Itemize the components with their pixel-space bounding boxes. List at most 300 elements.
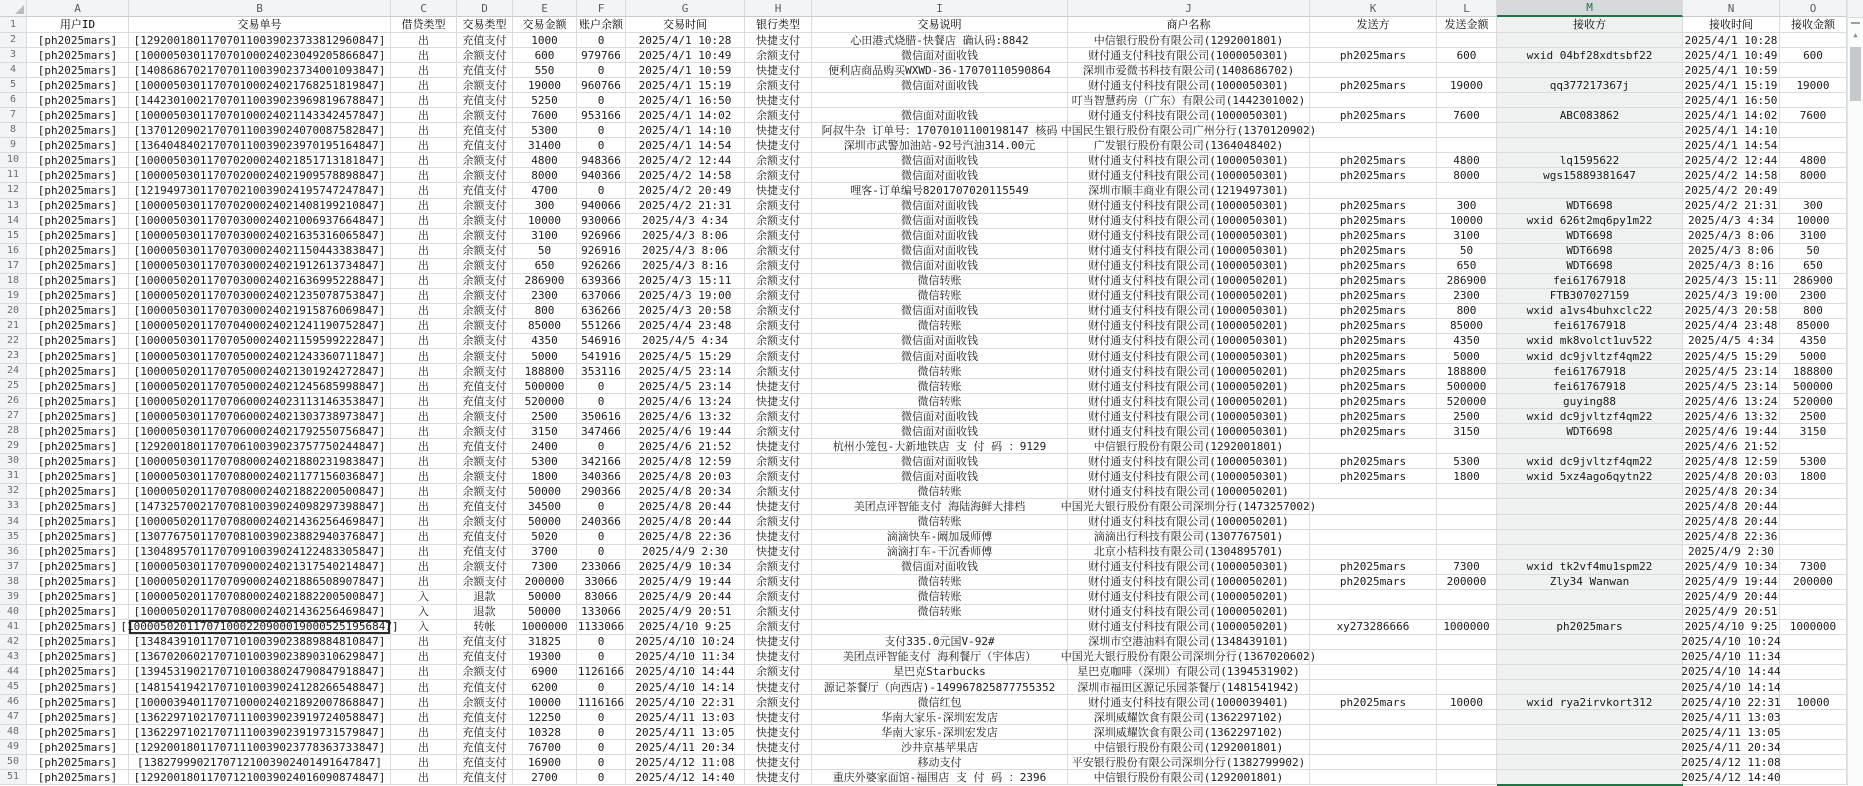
- cell-F11[interactable]: 940366: [577, 168, 626, 183]
- cell-A45[interactable]: [ph2025mars]: [27, 680, 129, 695]
- cell-O15[interactable]: 3100: [1780, 229, 1847, 244]
- cell-M29[interactable]: [1497, 439, 1683, 454]
- cell-M12[interactable]: [1497, 183, 1683, 198]
- cell-L17[interactable]: 650: [1437, 259, 1497, 274]
- cell-N31[interactable]: 2025/4/8 20:03: [1683, 469, 1780, 484]
- cell-C11[interactable]: 出: [391, 168, 457, 183]
- cell-M26[interactable]: guying88: [1497, 394, 1683, 409]
- cell-F14[interactable]: 930066: [577, 214, 626, 229]
- cell-L48[interactable]: [1437, 725, 1497, 740]
- cell-I36[interactable]: 滴滴打车-干沉香师傅: [812, 545, 1068, 560]
- cell-G12[interactable]: 2025/4/2 20:49: [626, 183, 745, 198]
- cell-I20[interactable]: 微信面对面收钱: [812, 304, 1068, 319]
- select-all-corner[interactable]: [0, 0, 27, 17]
- column-header-L[interactable]: L: [1437, 0, 1497, 17]
- cell-L14[interactable]: 10000: [1437, 214, 1497, 229]
- cell-B49[interactable]: [129200180117071110039023778363733847]: [129, 740, 391, 755]
- cell-G14[interactable]: 2025/4/3 4:34: [626, 214, 745, 229]
- cell-I42[interactable]: 支付335.0元国V-92#: [812, 635, 1068, 650]
- cell-B41[interactable]: [1000050201170710002209000190005251956847]: [120, 620, 399, 634]
- cell-O27[interactable]: 2500: [1780, 409, 1847, 424]
- cell-N38[interactable]: 2025/4/9 19:44: [1683, 575, 1780, 590]
- cell-M14[interactable]: wxid 626t2mq6py1m22: [1497, 214, 1683, 229]
- cell-J31[interactable]: 财付通支付科技有限公司(1000050301): [1068, 469, 1310, 484]
- cell-K51[interactable]: [1310, 770, 1437, 785]
- cell-G8[interactable]: 2025/4/1 14:10: [626, 123, 745, 138]
- cell-K50[interactable]: [1310, 755, 1437, 770]
- cell-E51[interactable]: 2700: [513, 770, 577, 785]
- column-header-G[interactable]: G: [626, 0, 745, 17]
- cell-M44[interactable]: [1497, 665, 1683, 680]
- cell-C44[interactable]: 出: [391, 665, 457, 680]
- cell-G23[interactable]: 2025/4/5 15:29: [626, 349, 745, 364]
- cell-N41[interactable]: 2025/4/10 9:25: [1683, 620, 1780, 635]
- cell-F45[interactable]: 0: [577, 680, 626, 695]
- cell-F10[interactable]: 948366: [577, 153, 626, 168]
- cell-F48[interactable]: 0: [577, 725, 626, 740]
- cell-H48[interactable]: 快捷支付: [745, 725, 812, 740]
- cell-M8[interactable]: [1497, 123, 1683, 138]
- cell-A31[interactable]: [ph2025mars]: [27, 469, 129, 484]
- row-number-27[interactable]: 27: [0, 409, 27, 424]
- cell-A13[interactable]: [ph2025mars]: [27, 199, 129, 214]
- cell-A38[interactable]: [ph2025mars]: [27, 575, 129, 590]
- cell-J34[interactable]: 财付通支付科技有限公司(1000050201): [1068, 515, 1310, 530]
- cell-H26[interactable]: 快捷支付: [745, 394, 812, 409]
- row-number-46[interactable]: 46: [0, 695, 27, 710]
- cell-E33[interactable]: 34500: [513, 499, 577, 514]
- cell-M10[interactable]: lq1595622: [1497, 153, 1683, 168]
- cell-H32[interactable]: 余额支付: [745, 484, 812, 499]
- cell-F42[interactable]: 0: [577, 635, 626, 650]
- cell-N8[interactable]: 2025/4/1 14:10: [1683, 123, 1780, 138]
- cell-D8[interactable]: 充值支付: [457, 123, 513, 138]
- cell-D6[interactable]: 充值支付: [457, 93, 513, 108]
- cell-K27[interactable]: ph2025mars: [1310, 409, 1437, 424]
- cell-A3[interactable]: [ph2025mars]: [27, 48, 129, 63]
- cell-K3[interactable]: ph2025mars: [1310, 48, 1437, 63]
- cell-C22[interactable]: 出: [391, 334, 457, 349]
- cell-D45[interactable]: 充值支付: [457, 680, 513, 695]
- cell-K46[interactable]: ph2025mars: [1310, 695, 1437, 710]
- cell-B30[interactable]: [100005030117070800024021880231983847]: [129, 454, 391, 469]
- cell-A24[interactable]: [ph2025mars]: [27, 364, 129, 379]
- cell-K15[interactable]: ph2025mars: [1310, 229, 1437, 244]
- cell-H50[interactable]: 快捷支付: [745, 755, 812, 770]
- cell-F35[interactable]: 0: [577, 530, 626, 545]
- row-number-17[interactable]: 17: [0, 259, 27, 274]
- row-number-39[interactable]: 39: [0, 590, 27, 605]
- cell-L26[interactable]: 520000: [1437, 394, 1497, 409]
- cell-A28[interactable]: [ph2025mars]: [27, 424, 129, 439]
- cell-N30[interactable]: 2025/4/8 12:59: [1683, 454, 1780, 469]
- cell-K29[interactable]: [1310, 439, 1437, 454]
- cell-G41[interactable]: 2025/4/10 9:25: [626, 620, 745, 635]
- cell-J8[interactable]: 中国民生银行股份有限公司广州分行(1370120902): [1060, 123, 1317, 137]
- cell-E34[interactable]: 50000: [513, 515, 577, 530]
- cell-N21[interactable]: 2025/4/4 23:48: [1683, 319, 1780, 334]
- cell-C26[interactable]: 出: [391, 394, 457, 409]
- cell-H21[interactable]: 余额支付: [745, 319, 812, 334]
- cell-K5[interactable]: ph2025mars: [1310, 78, 1437, 93]
- cell-I31[interactable]: 微信面对面收钱: [812, 469, 1068, 484]
- cell-E22[interactable]: 4350: [513, 334, 577, 349]
- cell-K8[interactable]: [1310, 123, 1437, 138]
- cell-M19[interactable]: FTB307027159: [1497, 289, 1683, 304]
- cell-J35[interactable]: 滴滴出行科技有限公司(1307767501): [1068, 530, 1310, 545]
- cell-I24[interactable]: 微信转账: [812, 364, 1068, 379]
- cell-C39[interactable]: 入: [391, 590, 457, 605]
- cell-O6[interactable]: [1780, 93, 1847, 108]
- cell-H36[interactable]: 快捷支付: [745, 545, 812, 560]
- cell-F49[interactable]: 0: [577, 740, 626, 755]
- header-cell-L1[interactable]: 发送金额: [1437, 17, 1497, 33]
- cell-C4[interactable]: 出: [391, 63, 457, 78]
- cell-D30[interactable]: 余额支付: [457, 454, 513, 469]
- cell-A17[interactable]: [ph2025mars]: [27, 259, 129, 274]
- cell-M18[interactable]: fei61767918: [1497, 274, 1683, 289]
- cell-F33[interactable]: 0: [577, 499, 626, 514]
- row-number-49[interactable]: 49: [0, 740, 27, 755]
- row-number-51[interactable]: 51: [0, 770, 27, 785]
- cell-A6[interactable]: [ph2025mars]: [27, 93, 129, 108]
- cell-C51[interactable]: 出: [391, 770, 457, 785]
- cell-M5[interactable]: qq377217367j: [1497, 78, 1683, 93]
- cell-K32[interactable]: [1310, 484, 1437, 499]
- cell-B31[interactable]: [100005030117070800024021177156036847]: [129, 469, 391, 484]
- cell-F50[interactable]: 0: [577, 755, 626, 770]
- cell-G34[interactable]: 2025/4/8 20:44: [626, 515, 745, 530]
- cell-N36[interactable]: 2025/4/9 2:30: [1683, 545, 1780, 560]
- cell-G21[interactable]: 2025/4/4 23:48: [626, 319, 745, 334]
- cell-D5[interactable]: 余额支付: [457, 78, 513, 93]
- cell-J37[interactable]: 财付通支付科技有限公司(1000050301): [1068, 560, 1310, 575]
- cell-J46[interactable]: 财付通支付科技有限公司(1000039401): [1068, 695, 1310, 710]
- cell-H23[interactable]: 余额支付: [745, 349, 812, 364]
- cell-F34[interactable]: 240366: [577, 515, 626, 530]
- cell-M27[interactable]: wxid dc9jvltzf4qm22: [1497, 409, 1683, 424]
- cell-O26[interactable]: 520000: [1780, 394, 1847, 409]
- cell-L44[interactable]: [1437, 665, 1497, 680]
- cell-M16[interactable]: WDT6698: [1497, 244, 1683, 259]
- cell-E42[interactable]: 31825: [513, 635, 577, 650]
- cell-J28[interactable]: 财付通支付科技有限公司(1000050301): [1068, 424, 1310, 439]
- row-number-22[interactable]: 22: [0, 334, 27, 349]
- cell-C19[interactable]: 出: [391, 289, 457, 304]
- header-cell-I1[interactable]: 交易说明: [812, 17, 1068, 33]
- cell-I33[interactable]: 美团点评智能支付 海陆海鲜大排档: [812, 499, 1068, 514]
- cell-N16[interactable]: 2025/4/3 8:06: [1683, 244, 1780, 259]
- cell-H41[interactable]: 余额支付: [745, 620, 812, 635]
- row-number-44[interactable]: 44: [0, 665, 27, 680]
- cell-J9[interactable]: 广发银行股份有限公司(1364048402): [1068, 138, 1310, 153]
- cell-L41[interactable]: 1000000: [1437, 620, 1497, 635]
- cell-G19[interactable]: 2025/4/3 19:00: [626, 289, 745, 304]
- cell-H38[interactable]: 余额支付: [745, 575, 812, 590]
- cell-N27[interactable]: 2025/4/6 13:32: [1683, 409, 1780, 424]
- cell-B6[interactable]: [144230100217070110039023969819678847]: [129, 93, 391, 108]
- cell-F31[interactable]: 340366: [577, 469, 626, 484]
- row-number-25[interactable]: 25: [0, 379, 27, 394]
- cell-J40[interactable]: 财付通支付科技有限公司(1000050201): [1068, 605, 1310, 620]
- cell-H8[interactable]: 快捷支付: [745, 123, 812, 138]
- cell-B34[interactable]: [100005020117070800024021436256469847]: [129, 515, 391, 530]
- cell-C42[interactable]: 出: [391, 635, 457, 650]
- cell-C47[interactable]: 出: [391, 710, 457, 725]
- cell-J27[interactable]: 财付通支付科技有限公司(1000050301): [1068, 409, 1310, 424]
- cell-G40[interactable]: 2025/4/9 20:51: [626, 605, 745, 620]
- header-cell-K1[interactable]: 发送方: [1310, 17, 1437, 33]
- row-number-35[interactable]: 35: [0, 530, 27, 545]
- cell-F17[interactable]: 926266: [577, 259, 626, 274]
- cell-K2[interactable]: [1310, 33, 1437, 48]
- cell-N14[interactable]: 2025/4/3 4:34: [1683, 214, 1780, 229]
- row-number-19[interactable]: 19: [0, 289, 27, 304]
- cell-M34[interactable]: [1497, 515, 1683, 530]
- cell-O29[interactable]: [1780, 439, 1847, 454]
- cell-B23[interactable]: [100005030117070500024021243360711847]: [129, 349, 391, 364]
- cell-I12[interactable]: 哩客-订单编号8201707020115549: [812, 183, 1068, 198]
- cell-I34[interactable]: 微信转账: [812, 515, 1068, 530]
- cell-D51[interactable]: 充值支付: [457, 770, 513, 785]
- cell-I7[interactable]: 微信面对面收钱: [812, 108, 1068, 123]
- cell-N11[interactable]: 2025/4/2 14:58: [1683, 168, 1780, 183]
- cell-M7[interactable]: ABC083862: [1497, 108, 1683, 123]
- cell-G24[interactable]: 2025/4/5 23:14: [626, 364, 745, 379]
- column-header-K[interactable]: K: [1310, 0, 1437, 17]
- cell-H29[interactable]: 快捷支付: [745, 439, 812, 454]
- cell-H15[interactable]: 余额支付: [745, 229, 812, 244]
- cell-L4[interactable]: [1437, 63, 1497, 78]
- cell-I6[interactable]: [812, 93, 1068, 108]
- cell-I16[interactable]: 微信面对面收钱: [812, 244, 1068, 259]
- cell-F6[interactable]: 0: [577, 93, 626, 108]
- cell-F8[interactable]: 0: [577, 123, 626, 138]
- cell-G32[interactable]: 2025/4/8 20:34: [626, 484, 745, 499]
- cell-D19[interactable]: 余额支付: [457, 289, 513, 304]
- cell-K16[interactable]: ph2025mars: [1310, 244, 1437, 259]
- cell-K39[interactable]: [1310, 590, 1437, 605]
- cell-O39[interactable]: [1780, 590, 1847, 605]
- cell-M25[interactable]: fei61767918: [1497, 379, 1683, 394]
- cell-C21[interactable]: 出: [391, 319, 457, 334]
- cell-A10[interactable]: [ph2025mars]: [27, 153, 129, 168]
- cell-L19[interactable]: 2300: [1437, 289, 1497, 304]
- cell-O42[interactable]: [1780, 635, 1847, 650]
- cell-G13[interactable]: 2025/4/2 21:31: [626, 199, 745, 214]
- cell-K48[interactable]: [1310, 725, 1437, 740]
- row-number-20[interactable]: 20: [0, 304, 27, 319]
- cell-H30[interactable]: 余额支付: [745, 454, 812, 469]
- cell-L29[interactable]: [1437, 439, 1497, 454]
- row-number-28[interactable]: 28: [0, 424, 27, 439]
- row-number-32[interactable]: 32: [0, 484, 27, 499]
- cell-J33[interactable]: 中国光大银行股份有限公司深圳分行(1473257002): [1060, 499, 1317, 513]
- cell-H16[interactable]: 余额支付: [745, 244, 812, 259]
- cell-N34[interactable]: 2025/4/8 20:44: [1683, 515, 1780, 530]
- cell-E26[interactable]: 520000: [513, 394, 577, 409]
- cell-M15[interactable]: WDT6698: [1497, 229, 1683, 244]
- cell-N2[interactable]: 2025/4/1 10:28: [1683, 33, 1780, 48]
- cell-N33[interactable]: 2025/4/8 20:44: [1683, 499, 1780, 514]
- cell-K9[interactable]: [1310, 138, 1437, 153]
- cell-N5[interactable]: 2025/4/1 15:19: [1683, 78, 1780, 93]
- cell-K26[interactable]: ph2025mars: [1310, 394, 1437, 409]
- cell-E5[interactable]: 19000: [513, 78, 577, 93]
- cell-N23[interactable]: 2025/4/5 15:29: [1683, 349, 1780, 364]
- cell-M40[interactable]: [1497, 605, 1683, 620]
- cell-E36[interactable]: 3700: [513, 545, 577, 560]
- cell-F32[interactable]: 290366: [577, 484, 626, 499]
- cell-L32[interactable]: [1437, 484, 1497, 499]
- cell-D17[interactable]: 余额支付: [457, 259, 513, 274]
- row-number-42[interactable]: 42: [0, 635, 27, 650]
- cell-J49[interactable]: 中信银行股份有限公司(1292001801): [1068, 740, 1310, 755]
- cell-B35[interactable]: [130776750117070810039023882940376847]: [129, 530, 391, 545]
- cell-A2[interactable]: [ph2025mars]: [27, 33, 129, 48]
- cell-O4[interactable]: [1780, 63, 1847, 78]
- cell-I29[interactable]: 杭州小笼包-大新地铁店 支 付 码 ：9129: [812, 439, 1068, 454]
- row-number-4[interactable]: 4: [0, 63, 27, 78]
- row-number-34[interactable]: 34: [0, 515, 27, 530]
- cell-J50[interactable]: 平安银行股份有限公司深圳分行(1382799902): [1068, 755, 1310, 770]
- cell-B24[interactable]: [100005020117070500024021301924272847]: [129, 364, 391, 379]
- cell-K7[interactable]: ph2025mars: [1310, 108, 1437, 123]
- cell-A46[interactable]: [ph2025mars]: [27, 695, 129, 710]
- cell-F15[interactable]: 926966: [577, 229, 626, 244]
- cell-H13[interactable]: 余额支付: [745, 199, 812, 214]
- row-number-6[interactable]: 6: [0, 93, 27, 108]
- column-header-N[interactable]: N: [1683, 0, 1780, 17]
- cell-D46[interactable]: 余额支付: [457, 695, 513, 710]
- cell-O49[interactable]: [1780, 740, 1847, 755]
- cell-I51[interactable]: 重庆外婆家面馆-福围店 支 付 码 ：2396: [812, 770, 1068, 785]
- cell-B43[interactable]: [136702060217071010039023890310629847]: [129, 650, 391, 665]
- cell-C8[interactable]: 出: [391, 123, 457, 138]
- cell-O20[interactable]: 800: [1780, 304, 1847, 319]
- cell-O48[interactable]: [1780, 725, 1847, 740]
- cell-J17[interactable]: 财付通支付科技有限公司(1000050301): [1068, 259, 1310, 274]
- cell-K41[interactable]: xy273286666: [1310, 620, 1437, 635]
- cell-O10[interactable]: 4800: [1780, 153, 1847, 168]
- cell-M21[interactable]: fei61767918: [1497, 319, 1683, 334]
- cell-N25[interactable]: 2025/4/5 23:14: [1683, 379, 1780, 394]
- cell-L49[interactable]: [1437, 740, 1497, 755]
- cell-D44[interactable]: 余额支付: [457, 665, 513, 680]
- cell-H18[interactable]: 余额支付: [745, 274, 812, 289]
- cell-O24[interactable]: 188800: [1780, 364, 1847, 379]
- cell-M9[interactable]: [1497, 138, 1683, 153]
- cell-I15[interactable]: 微信面对面收钱: [812, 229, 1068, 244]
- cell-L22[interactable]: 4350: [1437, 334, 1497, 349]
- cell-B16[interactable]: [100005030117070300024021150443383847]: [129, 244, 391, 259]
- cell-E39[interactable]: 50000: [513, 590, 577, 605]
- cell-E35[interactable]: 5020: [513, 530, 577, 545]
- cell-B51[interactable]: [129200180117071210039024016090874847]: [129, 770, 391, 785]
- cell-I41[interactable]: [812, 620, 1068, 635]
- cell-A12[interactable]: [ph2025mars]: [27, 183, 129, 198]
- cell-A25[interactable]: [ph2025mars]: [27, 379, 129, 394]
- cell-I22[interactable]: 微信面对面收钱: [812, 334, 1068, 349]
- cell-F27[interactable]: 350616: [577, 409, 626, 424]
- cell-G6[interactable]: 2025/4/1 16:50: [626, 93, 745, 108]
- cell-B46[interactable]: [100003940117071000024021892007868847]: [129, 695, 391, 710]
- cell-C46[interactable]: 出: [391, 695, 457, 710]
- cell-B25[interactable]: [100005020117070500024021245685998847]: [129, 379, 391, 394]
- row-number-47[interactable]: 47: [0, 710, 27, 725]
- column-header-E[interactable]: E: [513, 0, 577, 17]
- cell-L46[interactable]: 10000: [1437, 695, 1497, 710]
- cell-F19[interactable]: 637066: [577, 289, 626, 304]
- cell-L45[interactable]: [1437, 680, 1497, 695]
- cell-K12[interactable]: [1310, 183, 1437, 198]
- cell-B42[interactable]: [134843910117071010039023889884810847]: [129, 635, 391, 650]
- cell-L38[interactable]: 200000: [1437, 575, 1497, 590]
- cell-E46[interactable]: 10000: [513, 695, 577, 710]
- cell-C10[interactable]: 出: [391, 153, 457, 168]
- cell-B14[interactable]: [100005030117070300024021006937664847]: [129, 214, 391, 229]
- cell-N4[interactable]: 2025/4/1 10:59: [1683, 63, 1780, 78]
- cell-J24[interactable]: 财付通支付科技有限公司(1000050201): [1068, 364, 1310, 379]
- cell-L10[interactable]: 4800: [1437, 153, 1497, 168]
- row-number-33[interactable]: 33: [0, 499, 27, 514]
- cell-M45[interactable]: [1497, 680, 1683, 695]
- header-cell-C1[interactable]: 借贷类型: [391, 17, 457, 33]
- cell-G15[interactable]: 2025/4/3 8:06: [626, 229, 745, 244]
- cell-K25[interactable]: ph2025mars: [1310, 379, 1437, 394]
- cell-C5[interactable]: 出: [391, 78, 457, 93]
- cell-H44[interactable]: 余额支付: [745, 665, 812, 680]
- cell-D26[interactable]: 充值支付: [457, 394, 513, 409]
- cell-H33[interactable]: 快捷支付: [745, 499, 812, 514]
- row-number-8[interactable]: 8: [0, 123, 27, 138]
- cell-J38[interactable]: 财付通支付科技有限公司(1000050201): [1068, 575, 1310, 590]
- cell-J10[interactable]: 财付通支付科技有限公司(1000050301): [1068, 153, 1310, 168]
- cell-M37[interactable]: wxid tk2vf4mu1spm22: [1497, 560, 1683, 575]
- cell-G20[interactable]: 2025/4/3 20:58: [626, 304, 745, 319]
- cell-N37[interactable]: 2025/4/9 10:34: [1683, 560, 1780, 575]
- cell-J22[interactable]: 财付通支付科技有限公司(1000050301): [1068, 334, 1310, 349]
- cell-C32[interactable]: 出: [391, 484, 457, 499]
- cell-N32[interactable]: 2025/4/8 20:34: [1683, 484, 1780, 499]
- cell-A48[interactable]: [ph2025mars]: [27, 725, 129, 740]
- cell-F25[interactable]: 0: [577, 379, 626, 394]
- cell-B48[interactable]: [136229710217071110039023919731579847]: [129, 725, 391, 740]
- cell-L24[interactable]: 188800: [1437, 364, 1497, 379]
- cell-I4[interactable]: 便利店商品购买WXWD-36-17070110590864: [812, 63, 1068, 78]
- cell-K11[interactable]: ph2025mars: [1310, 168, 1437, 183]
- cell-A18[interactable]: [ph2025mars]: [27, 274, 129, 289]
- cell-M39[interactable]: [1497, 590, 1683, 605]
- cell-K44[interactable]: [1310, 665, 1437, 680]
- cell-M23[interactable]: wxid dc9jvltzf4qm22: [1497, 349, 1683, 364]
- cell-F37[interactable]: 233066: [577, 560, 626, 575]
- cell-L6[interactable]: [1437, 93, 1497, 108]
- cell-A49[interactable]: [ph2025mars]: [27, 740, 129, 755]
- row-number-9[interactable]: 9: [0, 138, 27, 153]
- cell-F16[interactable]: 926916: [577, 244, 626, 259]
- cell-C2[interactable]: 出: [391, 33, 457, 48]
- row-number-40[interactable]: 40: [0, 605, 27, 620]
- cell-O37[interactable]: 7300: [1780, 560, 1847, 575]
- cell-A30[interactable]: [ph2025mars]: [27, 454, 129, 469]
- cell-J39[interactable]: 财付通支付科技有限公司(1000050201): [1068, 590, 1310, 605]
- cell-E24[interactable]: 188800: [513, 364, 577, 379]
- cell-E29[interactable]: 2400: [513, 439, 577, 454]
- cell-E15[interactable]: 3100: [513, 229, 577, 244]
- cell-D50[interactable]: 充值支付: [457, 755, 513, 770]
- cell-C41[interactable]: 入: [391, 620, 457, 635]
